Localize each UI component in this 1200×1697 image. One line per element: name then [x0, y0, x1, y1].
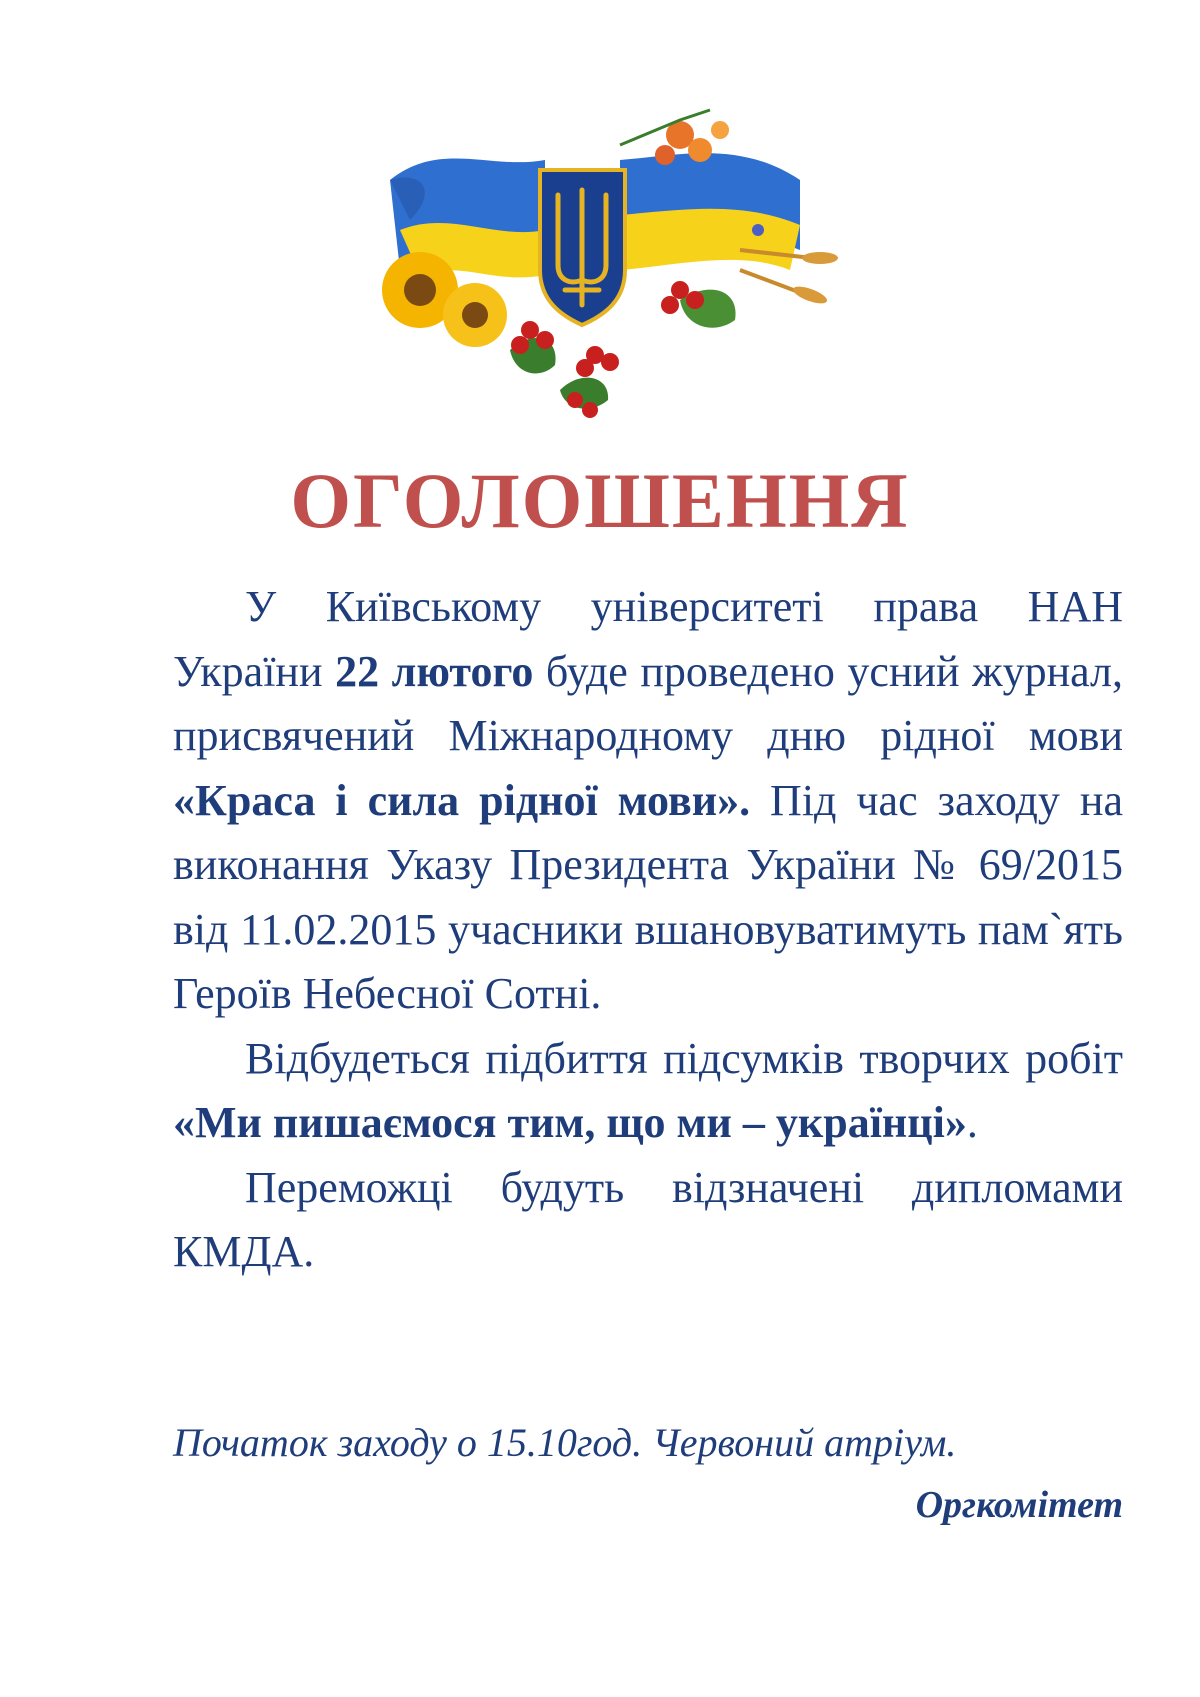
signature: Оргкомітет	[915, 1484, 1123, 1526]
page-title: ОГОЛОШЕННЯ	[290, 457, 910, 544]
paragraph-text: буде проведено усний журнал, присвячений Міжнародному дню рідної мови	[173, 646, 1123, 760]
paragraph-event	[173, 575, 1123, 1027]
event-start-info: Початок заходу о 15.10год. Червоний атріум.	[173, 1420, 957, 1465]
paragraph-text: У Київському університеті права НАН України	[173, 582, 1123, 696]
paragraph-text: .	[966, 1098, 978, 1147]
contest-title: «Ми пишаємося тим, що ми – українці»	[173, 1098, 967, 1147]
paragraph-text: Переможці будуть відзначені дипломами КМДА.	[173, 1162, 1123, 1276]
paragraph-text: Під час заходу на виконання Указу Президента України № 69/2015 від 11.02.2015 учасники вшановуватимуть пам`ять Героїв Небесної Сотні.	[173, 775, 1123, 1018]
paragraph-winners	[173, 1156, 1123, 1285]
paragraph-contest	[173, 1027, 1123, 1156]
event-title: «Краса і сила рідної мови».	[173, 775, 751, 825]
event-date: 22 лютого	[335, 646, 534, 696]
paragraph-text: Відбудеться підбиття підсумків творчих робіт	[245, 1033, 1123, 1083]
coat-of-arms-illustration-icon	[380, 100, 900, 430]
announcement-body	[173, 575, 1123, 1285]
